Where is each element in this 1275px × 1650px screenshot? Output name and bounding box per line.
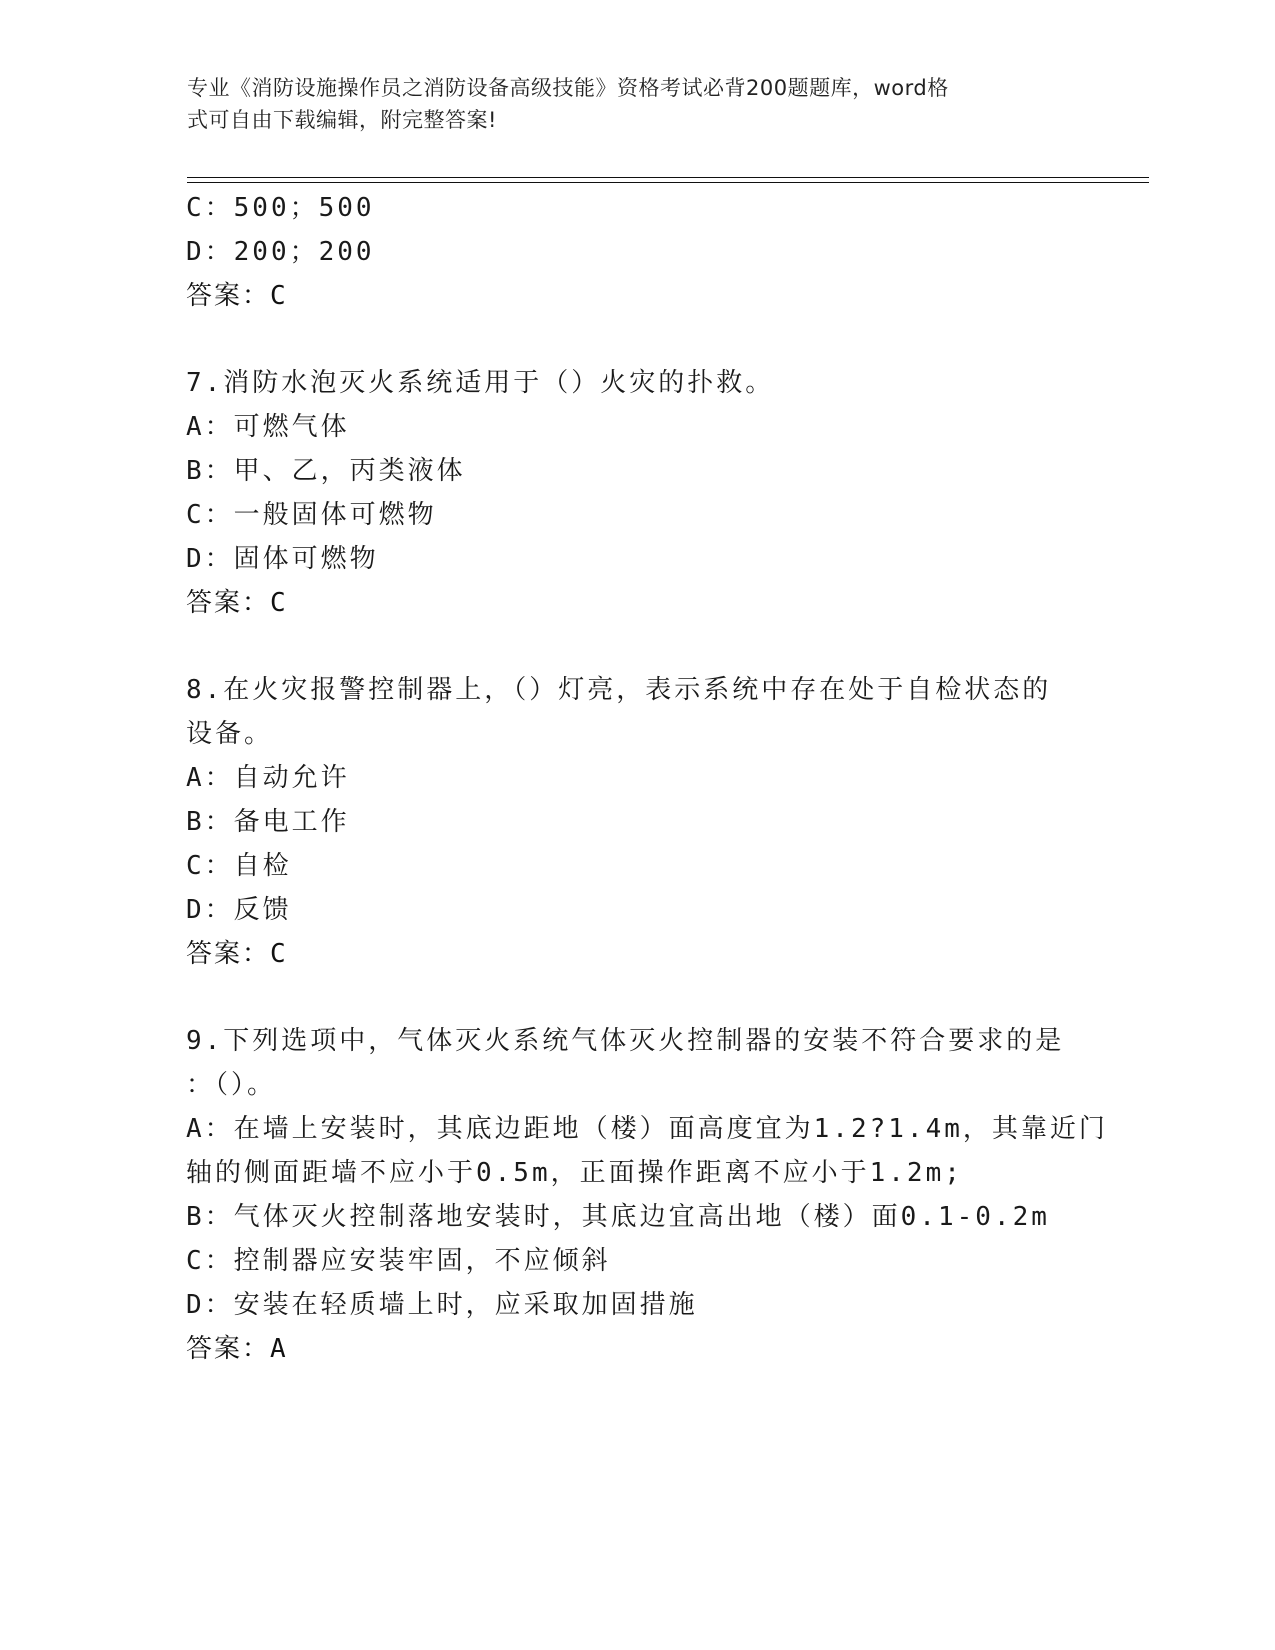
header-line-2: 式可自由下载编辑，附完整答案!: [187, 108, 497, 132]
question-9-option-d: D：安装在轻质墙上时，应采取加固措施: [186, 1290, 698, 1320]
question-7-answer: [186, 586, 286, 620]
question-7-option-c: C：一般固体可燃物: [186, 500, 437, 530]
question-7-stem: 7.消防水泡灭火系统适用于（）火灾的扑救。: [186, 368, 775, 398]
question-9-stem-line-2: ：（）。: [186, 1070, 277, 1100]
question-8-option-d: D：反馈: [186, 895, 292, 925]
question-7-option-d: D：固体可燃物: [186, 544, 379, 574]
answer-value: A: [270, 1334, 286, 1364]
question-8-stem-line-2: 设备。: [186, 719, 274, 749]
answer-value: C: [270, 588, 286, 618]
question-9-answer: [186, 1332, 286, 1366]
question-9-option-b: B：气体灭火控制落地安装时，其底边宜高出地（楼）面0.1-0.2m: [186, 1202, 1050, 1232]
header-divider-bottom: [187, 182, 1149, 183]
answer-label: 答案：: [186, 588, 271, 618]
question-9-stem-line-1: 9.下列选项中，气体灭火系统气体灭火控制器的安装不符合要求的是: [186, 1026, 1065, 1056]
prev-option-c: C：500；500: [186, 193, 375, 223]
question-8-stem-line-1: 8.在火灾报警控制器上，（）灯亮，表示系统中存在处于自检状态的: [186, 675, 1052, 705]
answer-value: C: [270, 281, 286, 311]
header-line-1: 专业《消防设施操作员之消防设备高级技能》资格考试必背200题题库，word格: [187, 76, 949, 100]
answer-label: 答案：: [186, 939, 271, 969]
question-7-option-a: A：可燃气体: [186, 412, 350, 442]
question-9-option-c: C：控制器应安装牢固，不应倾斜: [186, 1246, 611, 1276]
question-8-option-a: A：自动允许: [186, 763, 350, 793]
question-8-answer: [186, 937, 286, 971]
document-header: [187, 72, 1067, 136]
question-8-option-c: C：自检: [186, 851, 292, 881]
question-9-option-a-line-1: A：在墙上安装时，其底边距地（楼）面高度宜为1.2?1.4m，其靠近门: [186, 1114, 1108, 1144]
question-8-option-b: B：备电工作: [186, 807, 350, 837]
prev-answer: [186, 279, 286, 313]
question-7-option-b: B：甲、乙，丙类液体: [186, 456, 466, 486]
answer-label: 答案：: [186, 1334, 271, 1364]
answer-label: 答案：: [186, 281, 271, 311]
answer-value: C: [270, 939, 286, 969]
prev-option-d: D：200；200: [186, 237, 375, 267]
question-9-option-a-line-2: 轴的侧面距墙不应小于0.5m，正面操作距离不应小于1.2m;: [186, 1158, 963, 1188]
header-divider-top: [187, 177, 1149, 178]
